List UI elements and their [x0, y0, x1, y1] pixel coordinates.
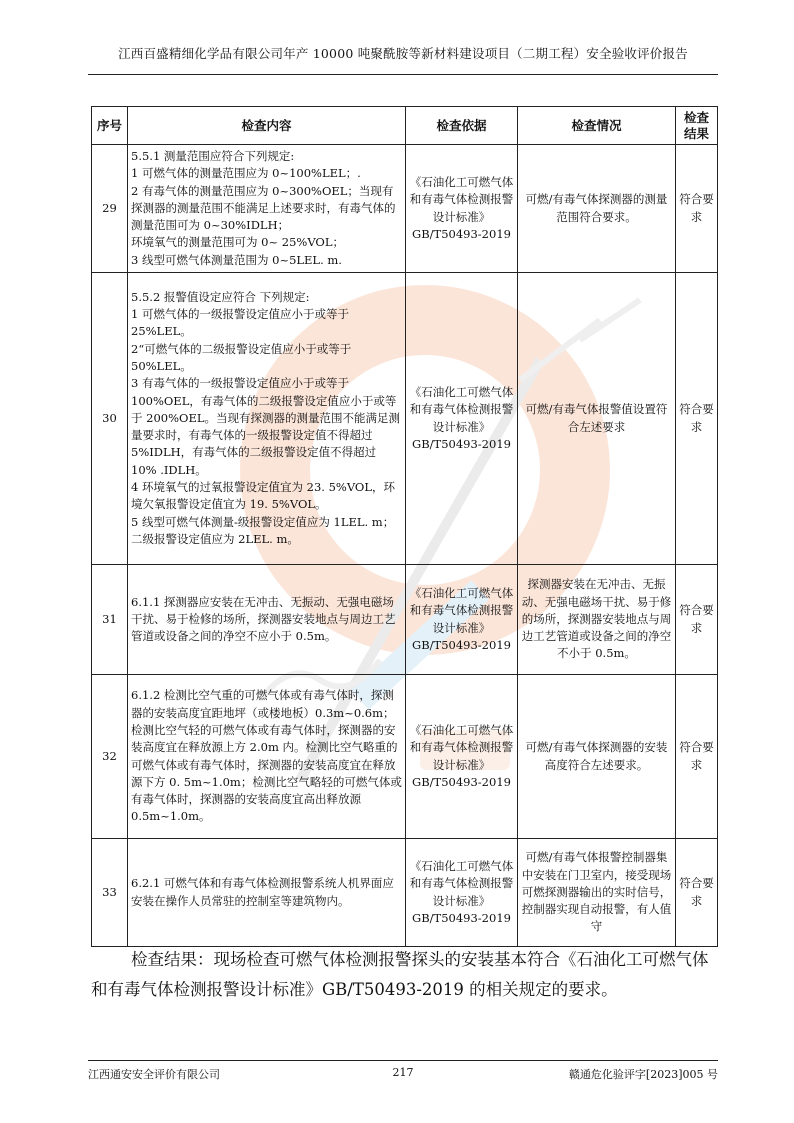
row-content: [128, 273, 406, 565]
row-result: 符合要求: [676, 565, 718, 675]
footer-rule: [88, 1060, 718, 1061]
row-no: 32: [92, 675, 128, 839]
row-basis: 《石油化工可燃气体和有毒气体检测报警设计标准》GB/T50493-2019: [406, 145, 518, 273]
row-result: 符合要求: [676, 839, 718, 947]
row-no: 31: [92, 565, 128, 675]
row-status: 探测器安装在无冲击、无振动、无强电磁场干扰、易于修的场所，探测器安装地点与周边工艺管道或设备之间的净空不小于 0.5m。: [518, 565, 676, 675]
row-result: 符合要求: [676, 145, 718, 273]
content-line: 6.1.1 探测器应安装在无冲击、无振动、无强电磁场干扰、易于检修的场所，探测器安装地点与周边工艺管道或设备之间的净空不应小于 0.5m。: [131, 594, 396, 644]
row-status: 可燃/有毒气体探测器的测量范围符合要求。: [518, 145, 676, 273]
footer-company: 江西通安安全评价有限公司: [88, 1068, 220, 1081]
row-content: [128, 675, 406, 839]
content-line: 1 可燃气体的一级报警设定值应小于或等于25%LEL。: [131, 307, 349, 339]
table-row: [92, 675, 718, 839]
header-rule: [88, 74, 718, 75]
content-line: 2“可燃气体的二级报警设定值应小于或等于50%LEL。: [131, 341, 352, 373]
row-no: 30: [92, 273, 128, 565]
content-line: 4 环境氧气的过氧报警设定值宜为 23. 5%VOL，环境欠氧报警设定值宜为 19. 5%VOL。: [131, 480, 395, 512]
page-header: 江西百盛精细化学品有限公司年产 10000 吨聚酰胺等新材料建设项目（二期工程）安全验收评价报告: [118, 46, 688, 61]
row-result: 符合要求: [676, 273, 718, 565]
footer-doc-number: 赣通危化验评字[2023]005 号: [568, 1068, 718, 1081]
row-basis: 《石油化工可燃气体和有毒气体检测报警设计标准》GB/T50493-2019: [406, 839, 518, 947]
row-content: [128, 565, 406, 675]
content-line: 5.5.2 报警值设定应符合 下列规定:: [131, 289, 310, 304]
row-status: 可燃/有毒气体报警值设置符合左述要求: [518, 273, 676, 565]
row-no: 33: [92, 839, 128, 947]
table-row: [92, 145, 718, 273]
content-line: 2 有毒气体的测量范围应为 0~300%OEL；当现有探测器的测量范围不能满足上述要求时，有毒气体的测量范围可为 0~30%IDLH；: [131, 183, 396, 233]
content-line: 6.2.1 可燃气体和有毒气体检测报警系统人机界面应安装在操作人员常驻的控制室等建筑物内。: [131, 876, 394, 908]
table-row: [92, 839, 718, 947]
row-basis: 《石油化工可燃气体和有毒气体检测报警设计标准》GB/T50493-2019: [406, 565, 518, 675]
content-line: 3 线型可燃气体测量范围为 0~5LEL. m.: [131, 252, 342, 267]
row-status: 可燃/有毒气体报警控制器集中安装在门卫室内，接受现场可燃探测器输出的实时信号，控制器实现自动报警，有人值守: [518, 839, 676, 947]
footer-page-number: 217: [392, 1066, 414, 1079]
inspection-table: [91, 106, 718, 947]
col-header-status: 检查情况: [518, 107, 676, 145]
table-row: [92, 273, 718, 565]
col-header-no: 序号: [92, 107, 128, 145]
content-line: 1 可燃气体的测量范围应为 0~100%LEL；.: [131, 166, 361, 181]
conclusion-paragraph: 检查结果：现场检查可燃气体检测报警探头的安装基本符合《石油化工可燃气体和有毒气体检测报警设计标准》GB/T50493-2019 的相关规定的要求。: [91, 950, 709, 999]
row-content: [128, 145, 406, 273]
content-line: 3 有毒气体的一级报警设定值应小于或等于100%OEL，有毒气体的二级报警设定值应小于或等于 200%OEL。当现有探测器的测量范围不能满足测量要求时，有毒气体的一级报警设定值不得超过 5%IDLH，有毒气体的二级报警设定值不得超过 10% .IDLH。: [131, 376, 400, 477]
row-basis: 《石油化工可燃气体和有毒气体检测报警设计标准》GB/T50493-2019: [406, 675, 518, 839]
content-line: 5.5.1 测量范围应符合下列规定:: [131, 148, 295, 163]
content-line: 环境氧气的测量范围可为 0~ 25%VOL；: [131, 235, 344, 250]
row-content: [128, 839, 406, 947]
content-line: 5 线型可燃气体测量-级报警设定值应为 1LEL. m；二级报警设定值应为 2LEL. m。: [131, 514, 395, 546]
content-line: 6.1.2 检测比空气重的可燃气体或有毒气体时，探测器的安装高度宜距地坪（或楼地板）0.3m~0.6m；检测比空气轻的可燃气体或有毒气体时，探测器的安装高度宜在释放源上方 2.0m 内。检测比空气略重的可燃气体或有毒气体时，探测器的安装高度宜在释放源下方 0. 5m~1.0m；检测比空气略轻的可燃气体或有毒气体时，探测器的安装高度宜高出释放源 0.5m~1.0m。: [131, 688, 402, 824]
table-row: [92, 565, 718, 675]
table-header-row: [92, 107, 718, 145]
col-header-basis: 检查依据: [406, 107, 518, 145]
row-basis: 《石油化工可燃气体和有毒气体检测报警设计标准》GB/T50493-2019: [406, 273, 518, 565]
row-result: 符合要求: [676, 675, 718, 839]
row-status: 可燃/有毒气体探测器的安装高度符合左述要求。: [518, 675, 676, 839]
col-header-result: 检查结果: [676, 107, 718, 145]
row-no: 29: [92, 145, 128, 273]
col-header-content: 检查内容: [128, 107, 406, 145]
